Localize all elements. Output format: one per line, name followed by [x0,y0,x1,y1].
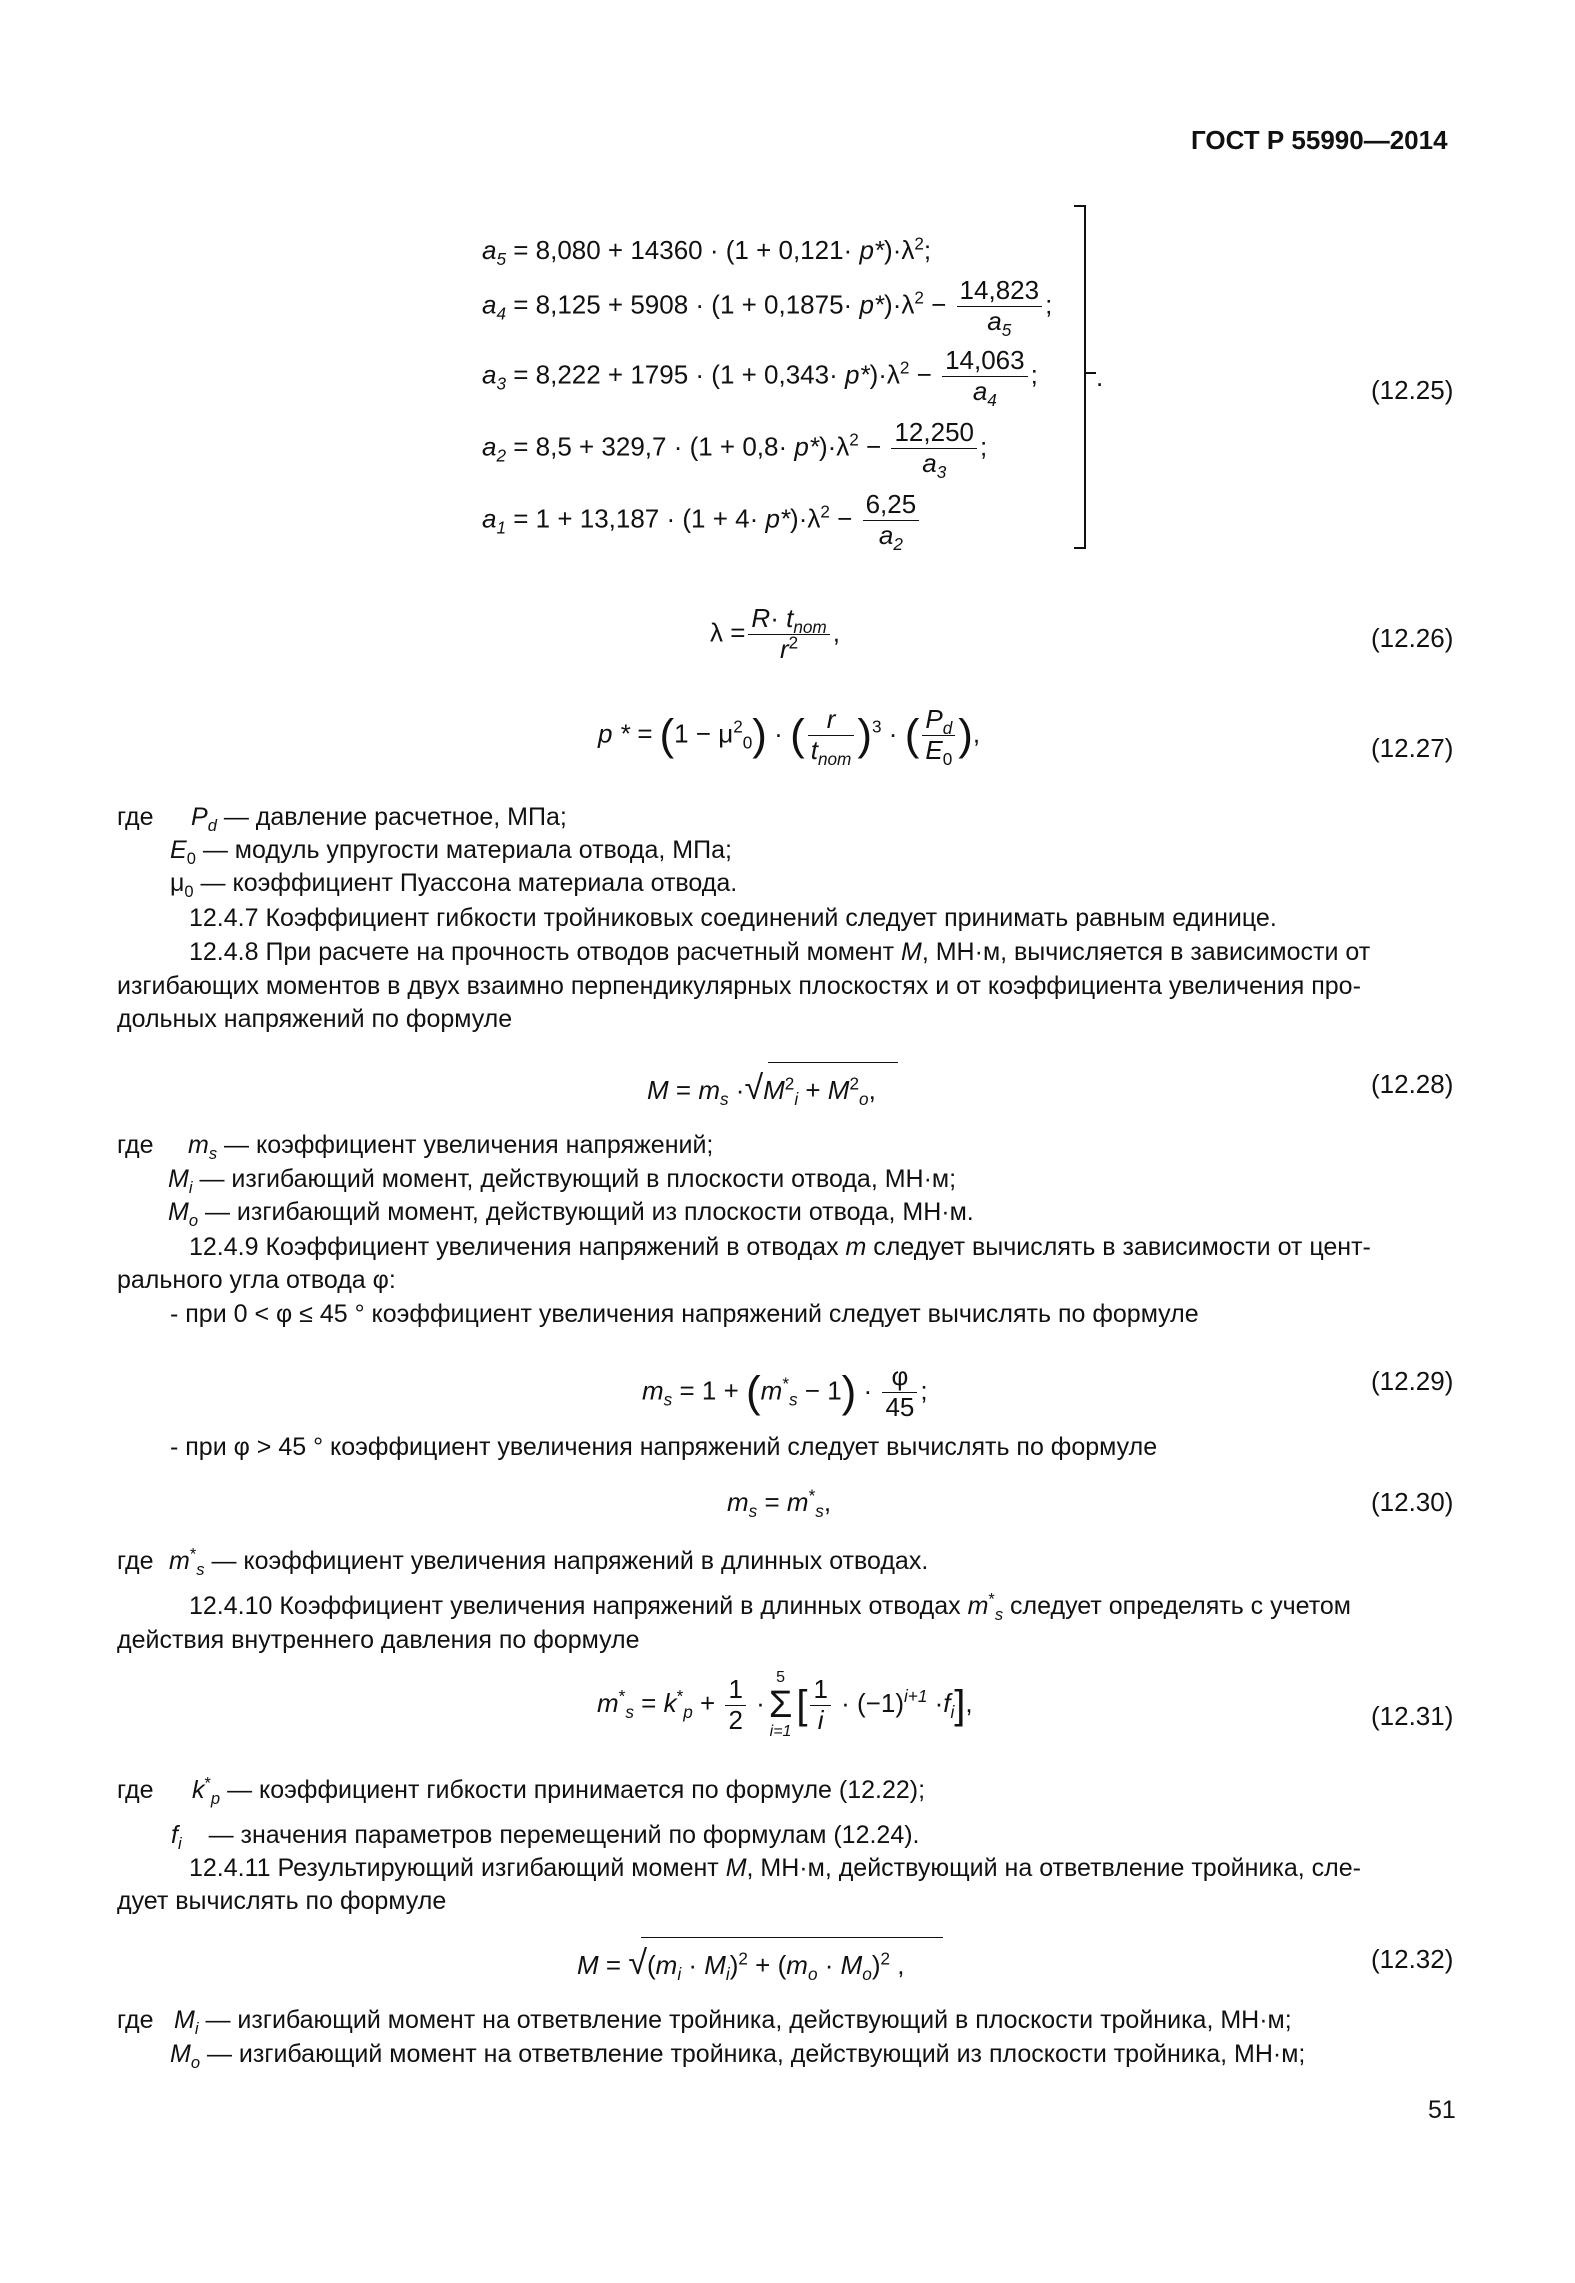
clause-12-4-11-line2: дует вычислять по формуле [117,1887,447,1915]
definition-row: $M_i$ — изгибающий момент на ответвление тройника, действующий в плоскости тройника, МН·м; [174,2006,1292,2038]
clause-12-4-9-line1: 12.4.9 Коэффициент увеличения напряжений в отводах m следует вычислять в зависимости от цент- [189,1233,1371,1261]
formula-a4: $a_4 = 8,125 + 5908 \cdot (1 + 0,1875\cdot p*)\cdot\lambda^2$ − $\frac{14,823}{a_5}$ ; [482,275,1053,341]
eq-number-12-29: (12.29) [1371,1366,1454,1396]
clause-12-4-11-line1: 12.4.11 Результирующий изгибающий момент M, МН·м, действующий на ответвление тройника, сле- [189,1854,1361,1882]
standard-header: ГОСТ Р 55990—2014 [1191,125,1448,155]
sqrt-bar [641,1937,943,1938]
formula-12-26: λ = $R\cdot t_{nom}$ $r^2$ , [710,603,840,664]
formula-12-30: $m_s = m^*_s$, [727,1485,832,1522]
formula-a2: $a_2 = 8,5 + 329,7 \cdot (1 + 0,8\cdot p*)\cdot\lambda^2$ − $\frac{12,250}{a_3}$ ; [482,417,988,483]
system-bracket-tip [1084,372,1096,374]
formula-12-28: $M = m_s \cdot√M^2_i + M^2_o$, [647,1069,876,1110]
eq-number-12-27: (12.27) [1371,733,1454,763]
eq-number-12-30: (12.30) [1371,1487,1454,1517]
definition-row: $m_s$ — коэффициент увеличения напряжений; [188,1131,714,1163]
clause-12-4-8-line1: 12.4.8 При расчете на прочность отводов расчетный момент M, МН·м, вычисляется в зависимости от [189,938,1371,966]
formula-12-27: p * = $(1 - \mu^2_0)$ · ( r $t_{nom}$ )$^3$ · ( $\frac{P_d}{E_0}$ ), [598,704,981,770]
formula-12-29: $m_s = 1 + (m^*_s - 1)$ · $\frac{\varphi}{45}$ ; [642,1361,928,1422]
definition-row: $E_0$ — модуль упругости материала отвода, МПа; [170,836,732,868]
formula-12-31: $m^*_s = k^*_p$ + $\frac{1}{2}$ · 5 Σ i=1 [ $\frac{1}{i}$ · $(-1)^{i+1} \cdot f_i$], [597,1669,973,1740]
clause-12-4-10-line2: действия внутреннего давления по формуле [117,1626,640,1654]
eq-number-12-31: (12.31) [1371,1701,1454,1731]
definition-row: где [117,1547,154,1575]
clause-12-4-9-line2: рального угла отвода φ: [117,1266,396,1294]
clause-12-4-9-line3: - при 0 < φ ≤ 45 ° коэффициент увеличения напряжений следует вычислять по формуле [170,1300,1199,1328]
definition-row: где [117,1776,154,1804]
definition-row: где [117,803,154,831]
definition-row: где [117,2006,154,2034]
eq-number-12-25: (12.25) [1371,375,1454,405]
definition-row: $\mu_0$ — коэффициент Пуассона материала отвода. [170,869,738,901]
formula-a3: $a_3 = 8,222 + 1795 \cdot (1 + 0,343\cdot p*)\cdot\lambda^2$ − $\frac{14,063}{a_4}$ ; [482,345,1038,411]
clause-12-4-8-line2: изгибающих моментов в двух взаимно перпендикулярных плоскостях и от коэффициента увеличения про- [117,972,1361,1000]
system-right-bracket [1074,205,1086,549]
definition-row: $M_i$ — изгибающий момент, действующий в плоскости отвода, МН·м; [168,1165,957,1197]
definition-row: $m^*_s$ — коэффициент увеличения напряжений в длинных отводах. [169,1545,929,1579]
definition-row: $M_o$ — изгибающий момент на ответвление тройника, действующий из плоскости тройника, МН·м; [170,2040,1306,2072]
eq-number-12-28: (12.28) [1371,1069,1454,1099]
definition-row: $M_o$ — изгибающий момент, действующий из плоскости отвода, МН·м. [168,1198,974,1230]
eq-number-12-32: (12.32) [1371,1944,1454,1974]
clause-12-4-7: 12.4.7 Коэффициент гибкости тройниковых соединений следует принимать равным единице. [189,904,1277,932]
clause-12-4-9-line4: - при φ > 45 ° коэффициент увеличения напряжений следует вычислять по формуле [170,1433,1158,1461]
definition-row: $P_d$ — давление расчетное, МПа; [191,803,567,835]
eq-number-12-26: (12.26) [1371,623,1454,653]
clause-12-4-10-line1: 12.4.10 Коэффициент увеличения напряжений в длинных отводах $m^*_s$ следует определять с учетом [189,1590,1351,1624]
clause-12-4-8-line3: дольных напряжений по формуле [117,1005,513,1033]
system-closing-dot: . [1096,362,1104,392]
definition-row: где [117,1131,154,1159]
definition-row: $f_i$ — значения параметров перемещений по формулам (12.24). [171,1821,920,1853]
page-number: 51 [1428,2096,1456,2124]
formula-12-32: $M = √(m_i \cdot M_i)^2 + (m_o \cdot M_o)^2$ , [577,1944,905,1985]
definition-row: $k^*_p$ — коэффициент гибкости принимается по формуле (12.22); [192,1774,926,1808]
formula-a1: $a_1 = 1 + 13,187 \cdot (1 + 4\cdot p*)\cdot\lambda^2$ − $\frac{6,25}{a_2}$ [482,490,922,551]
formula-a5: $a_5 = 8,080 + 14360 \cdot (1 + 0,121\cdot p*)\cdot\lambda^2$; [482,233,932,270]
sqrt-bar [768,1062,898,1063]
